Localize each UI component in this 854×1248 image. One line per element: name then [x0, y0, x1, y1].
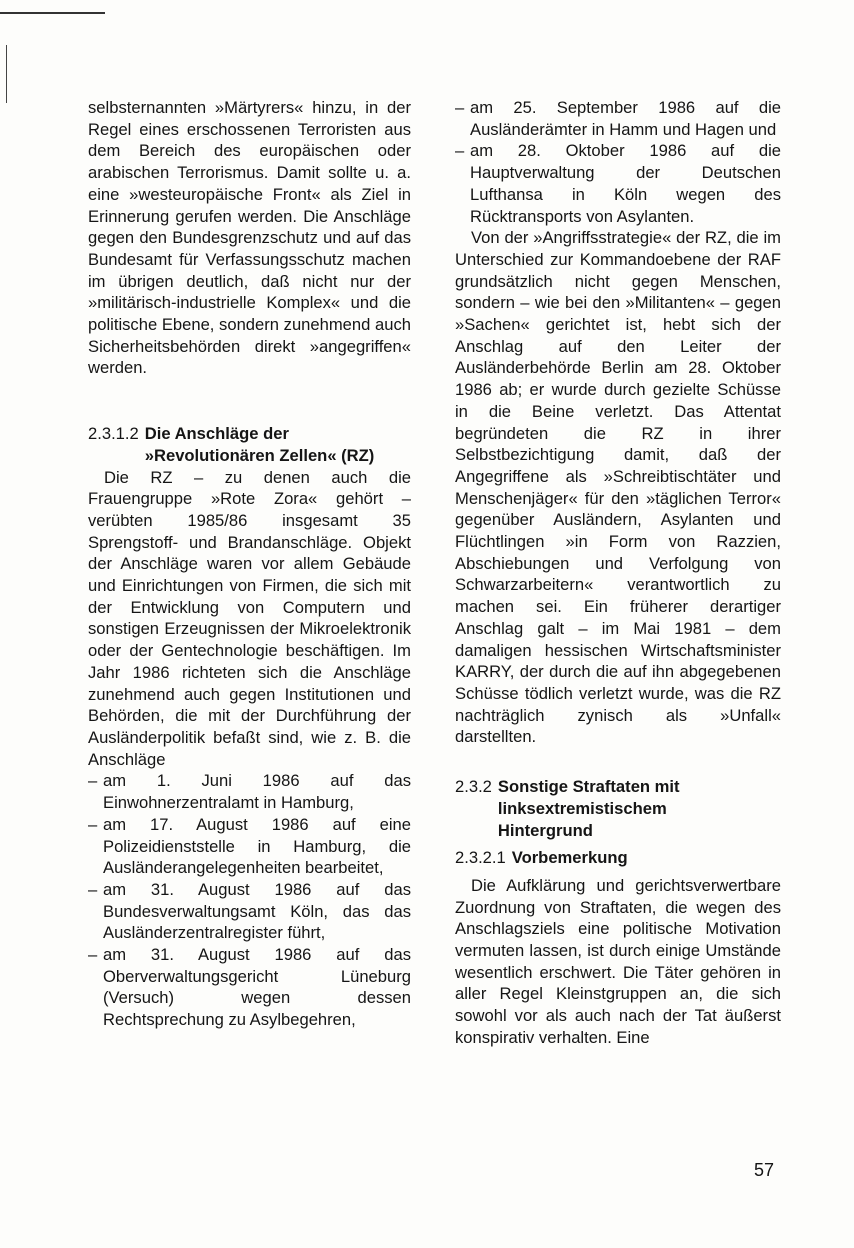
scan-edge-mark-top	[0, 12, 105, 14]
list-item: – am 25. September 1986 auf die Ausländerämter in Hamm und Hagen und	[455, 97, 781, 140]
attack-list-right	[455, 97, 781, 227]
right-column	[455, 97, 781, 1049]
rz-paragraph: Die RZ – zu denen auch die Frauengruppe »Rote Zora« gehört – verübten 1985/86 insgesamt 35 Sprengstoff- und Brandanschläge. Objekt der Anschläge waren vor allem Gebäude und Einrichtungen von Firmen, die sich mit der Entwicklung von Computern und sonstigen Erzeugnissen der Mikroelektronik oder der Gentechnologie beschäftigen. Im Jahr 1986 richteten sich die Anschläge zunehmend auch gegen Institutionen und Behörden, die mit der Durchführung der Ausländerpolitik befaßt sind, wie z. B. die Anschläge	[88, 467, 411, 769]
section-title-line: Die Anschläge der	[144, 424, 289, 444]
list-item: – am 31. August 1986 auf das Bundesverwaltungsamt Köln, das das Ausländerzentralregister führt,	[88, 879, 411, 944]
prelim-paragraph: Die Aufklärung und gerichtsverwertbare Zuordnung von Straftaten, die wegen des Anschlagsziels eine politische Motivation vermuten lassen, ist durch einige Umstände wesentlich erschwert. Die Täter gehören in aller Regel Kleinstgruppen an, die sich sowohl vor als auch nach der Tat äußerst konspirativ verhalten. Eine	[455, 875, 781, 1047]
attack-list-left	[88, 770, 411, 1030]
section-title-line: »Revolutionären Zellen« (RZ)	[144, 445, 375, 465]
list-item: – am 17. August 1986 auf eine Polizeidienststelle in Hamburg, die Ausländerangelegenheiten bearbeitet,	[88, 814, 411, 879]
strategy-paragraph: Von der »Angriffsstrategie« der RZ, die im Unterschied zur Kommandoebene der RAF grundsätzlich nicht gegen Menschen, sondern – wie bei den »Militanten« – gegen »Sachen« gerichtet ist, hebt sich der Anschlag auf den Leiter der Ausländerbehörde Berlin am 28. Oktober 1986 ab; er wurde durch gezielte Schüsse in die Beine verletzt. Das Attentat begründeten die RZ in ihrer Selbstbezichtigung damit, daß der Angegriffene als »Schreibtischtäter und Menschenjäger« für den »täglichen Terror« gegenüber Ausländern, Asylanten und Flüchtlingen »in Form von Razzien, Abschiebungen und Verfolgung von Schwarzarbeitern« verantwortlich zu machen sei. Ein früherer derartiger Anschlag galt – im Mai 1981 – dem damaligen hessischen Wirtschaftsminister KARRY, der durch die auf ihn abgegebenen Schüsse tödlich verletzt wurde, was die RZ nachträglich zynisch als »Unfall« darstellten.	[455, 228, 781, 747]
list-item: – am 28. Oktober 1986 auf die Hauptverwaltung der Deutschen Lufthansa in Köln wegen des Rücktransports von Asylanten.	[455, 140, 781, 227]
section-number: 2.3.2	[455, 777, 492, 797]
scan-edge-mark-left	[6, 45, 7, 103]
section-title-line: Hintergrund	[497, 820, 593, 840]
left-column	[88, 97, 411, 1031]
section-title-line: linksextremistischem	[497, 798, 667, 818]
section-heading-2-3-1-2	[88, 423, 411, 466]
section-title: Vorbemerkung	[511, 848, 628, 868]
section-heading-2-3-2	[455, 776, 781, 841]
section-title-line: Sonstige Straftaten mit	[497, 777, 680, 797]
page-number: 57	[754, 1160, 775, 1180]
intro-paragraph: selbsternannten »Märtyrers« hinzu, in der Regel eines erschossenen Terroristen aus dem Bereich des europäischen oder arabischen Terrorismus. Damit sollte u. a. eine »westeuropäische Front« als Ziel in Erinnerung gerufen werden. Die Anschläge gegen den Bundesgrenzschutz und auf das Bundesamt für Verfassungsschutz machen im übrigen deutlich, daß nicht nur der »militärisch-industrielle Komplex« und die politische Ebene, sondern zunehmend auch Sicherheitsbehörden direkt »angegriffen« werden.	[88, 98, 411, 378]
section-heading-2-3-2-1	[455, 847, 781, 869]
section-number: 2.3.2.1	[455, 848, 506, 868]
list-item: – am 31. August 1986 auf das Oberverwaltungsgericht Lüneburg (Versuch) wegen dessen Rechtsprechung zu Asylbegehren,	[88, 944, 411, 1031]
section-number: 2.3.1.2	[88, 424, 139, 444]
list-item: – am 1. Juni 1986 auf das Einwohnerzentralamt in Hamburg,	[88, 770, 411, 813]
